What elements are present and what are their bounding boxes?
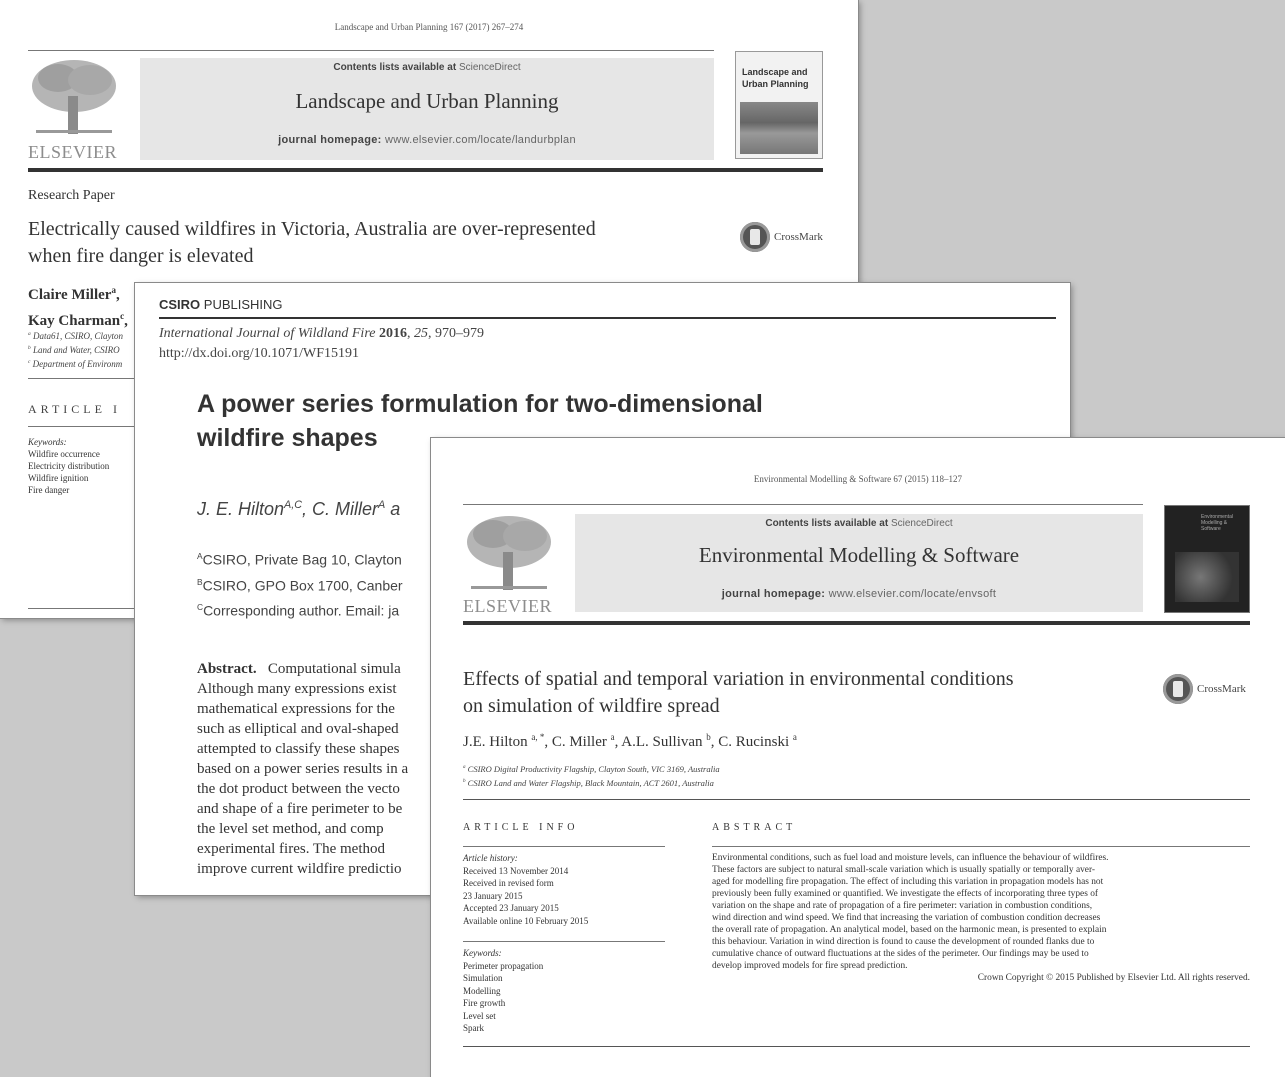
title-line-2: wildfire shapes <box>197 424 378 452</box>
authors: J. E. Hilton$^{A,C}$, C. Miller$^A$ a <box>197 499 401 519</box>
affiliations: $^a$ Data61, CSIRO, Clayton $^b$ Land and Water, CSIRO $^c$ Department of Environm <box>28 331 123 369</box>
copyright: Crown Copyright © 2015 Published by Elsevier Ltd. All rights reserved. <box>977 973 1250 983</box>
keywords-label: Keywords: <box>28 437 67 447</box>
keyword: Fire danger <box>28 485 70 495</box>
cover-title-1: Landscape and <box>742 67 808 77</box>
sciencedirect-link[interactable]: ScienceDirect <box>458 62 521 73</box>
paper-title <box>463 666 1014 720</box>
affiliations: $^A$CSIRO, Private Bag 10, Clayton $^B$CSIRO, GPO Box 1700, Canber $^C$Corresponding author. Email: ja <box>197 551 403 619</box>
keywords-block <box>463 947 543 1035</box>
homepage-link[interactable]: www.elsevier.com/locate/landurbplan <box>384 134 576 146</box>
homepage-prefix: journal homepage: <box>278 134 385 146</box>
homepage-link[interactable]: www.elsevier.com/locate/envsoft <box>828 588 997 600</box>
elsevier-wordmark: ELSEVIER <box>463 596 552 616</box>
contents-prefix: Contents lists available at <box>765 518 891 529</box>
abstract-heading: ABSTRACT <box>712 822 797 833</box>
abstract-body: Environmental conditions, such as fuel load and moisture levels, can influence the behaviour of wildfires. These factors are subject to natural small-scale variation which is usually spatially or temporally aver- aged for modelling fire propagation. The effect of including this variation in propagation models has not previously been fully examined or quantified. We investigate the effects of incorporating three types of variation on the shape and rate of propagation of a fire perimeter: variation in combustion conditions, wind direction and wind speed. We find that increasing the variation of combustion condition decreases the overall rate of propagation. An analytical model, based on the harmonic mean, is presented to explain this behaviour. Variation in wind direction is found to cause the development of rounded flanks due to cumulative chance of outward fluctuations at the sides of the perimeter. Our findings may be used to develop improved models for fire spread prediction. Crown Copyright © 2015 Published by Elsevier Ltd. All rights reserved. <box>712 853 1250 983</box>
journal-citation: International Journal of Wildland Fire 2016, 25, 970–979 <box>159 326 484 341</box>
elsevier-tree-logo <box>463 514 555 594</box>
crossmark-badge[interactable] <box>1163 674 1246 704</box>
keyword: Spark <box>463 1023 484 1033</box>
paper3-page <box>431 438 1285 1077</box>
keywords-label: Keywords: <box>463 948 502 958</box>
sciencedirect-link[interactable]: ScienceDirect <box>890 518 953 529</box>
crossmark-label: CrossMark <box>774 231 823 243</box>
author-name[interactable]: Claire Miller <box>28 287 112 303</box>
author-name[interactable]: , A.L. Sullivan <box>614 734 703 750</box>
keyword: Wildfire occurrence <box>28 449 100 459</box>
article-history: Article history: Received 13 November 2014 Received in revised form 23 January 2015 Accepted 23 January 2015 Available online 10 February 2015 <box>463 853 589 926</box>
journal-title: Environmental Modelling & Software <box>698 543 1020 567</box>
keywords-block <box>28 436 109 496</box>
keyword: Fire growth <box>463 998 506 1008</box>
author-name[interactable]: Kay Charman <box>28 313 121 329</box>
crossmark-label: CrossMark <box>1197 683 1246 695</box>
keyword: Perimeter propagation <box>463 960 544 971</box>
doi-link[interactable]: http://dx.doi.org/10.1071/WF15191 <box>159 346 360 361</box>
crossmark-badge[interactable] <box>740 222 823 252</box>
keyword: Modelling <box>463 985 501 996</box>
author-name[interactable]: , C. Rucinski <box>710 734 790 750</box>
authors: Claire Miller$^a$, Kay Charman$^c$, <box>28 285 128 329</box>
paper1-citation: Landscape and Urban Planning 167 (2017) 267–274 <box>334 22 524 32</box>
title-line-1: Effects of spatial and temporal variation in environmental conditions <box>463 668 1014 690</box>
elsevier-wordmark: ELSEVIER <box>28 142 117 162</box>
journal-cover <box>1165 506 1249 612</box>
title-line-1: A power series formulation for two-dimensional <box>197 390 763 418</box>
cover-text: Environmental Modelling & Software <box>1201 514 1233 532</box>
author-name[interactable]: , C. Miller <box>302 499 379 519</box>
crossmark-icon <box>740 222 770 252</box>
affiliations: $^a$ CSIRO Digital Productivity Flagship, Clayton South, VIC 3169, Australia $^b$ CSIRO Land and Water Flagship, Black Mountain, ACT 2601, Australia <box>463 763 720 788</box>
author-name[interactable]: J. E. Hilton <box>197 499 285 519</box>
author-name[interactable]: J.E. Hilton <box>463 734 528 750</box>
keyword: Simulation <box>463 973 503 983</box>
journal-title: Landscape and Urban Planning <box>295 89 559 113</box>
author-name[interactable]: , C. Miller <box>544 734 607 750</box>
crossmark-icon <box>1163 674 1193 704</box>
history-label: Article history: <box>463 853 518 863</box>
contents-prefix: Contents lists available at <box>333 62 459 73</box>
paper3-citation: Environmental Modelling & Software 67 (2015) 118–127 <box>753 474 963 484</box>
paper-title <box>28 216 596 270</box>
journal-cover <box>736 52 822 158</box>
authors: J.E. Hilton $^{a, *}$, C. Miller $^a$, A.L. Sullivan $^b$, C. Rucinski $^a$ <box>463 732 797 750</box>
article-info-heading: ARTICLE INFO <box>463 822 579 833</box>
keyword: Wildfire ignition <box>28 473 89 483</box>
homepage-prefix: journal homepage: <box>721 588 829 600</box>
elsevier-tree-logo <box>28 58 120 138</box>
article-info-heading: ARTICLE I <box>28 402 121 416</box>
keyword: Level set <box>463 1010 496 1021</box>
journal-banner <box>140 58 714 160</box>
keyword: Electricity distribution <box>28 461 110 471</box>
title-line-2: when fire danger is elevated <box>28 245 254 267</box>
section-label: Research Paper <box>28 188 115 203</box>
title-line-2: on simulation of wildfire spread <box>463 695 720 717</box>
title-line-1: Electrically caused wildfires in Victoria, Australia are over-represented <box>28 218 596 240</box>
cover-title-2: Urban Planning <box>742 79 809 89</box>
csiro-publishing-header: CSIRO PUBLISHING <box>159 297 283 312</box>
abstract-label: Abstract. <box>197 661 257 677</box>
journal-banner <box>575 514 1143 612</box>
abstract: Abstract. Computational simula Although many expressions exist mathematical expressions for the such as elliptical and oval-shaped attempted to classify these shapes based on a power series results in a the dot product between the vecto and shape of a fire perimeter to be the level set method, and comp experimental fires. The method improve current wildfire predictio <box>197 661 409 877</box>
